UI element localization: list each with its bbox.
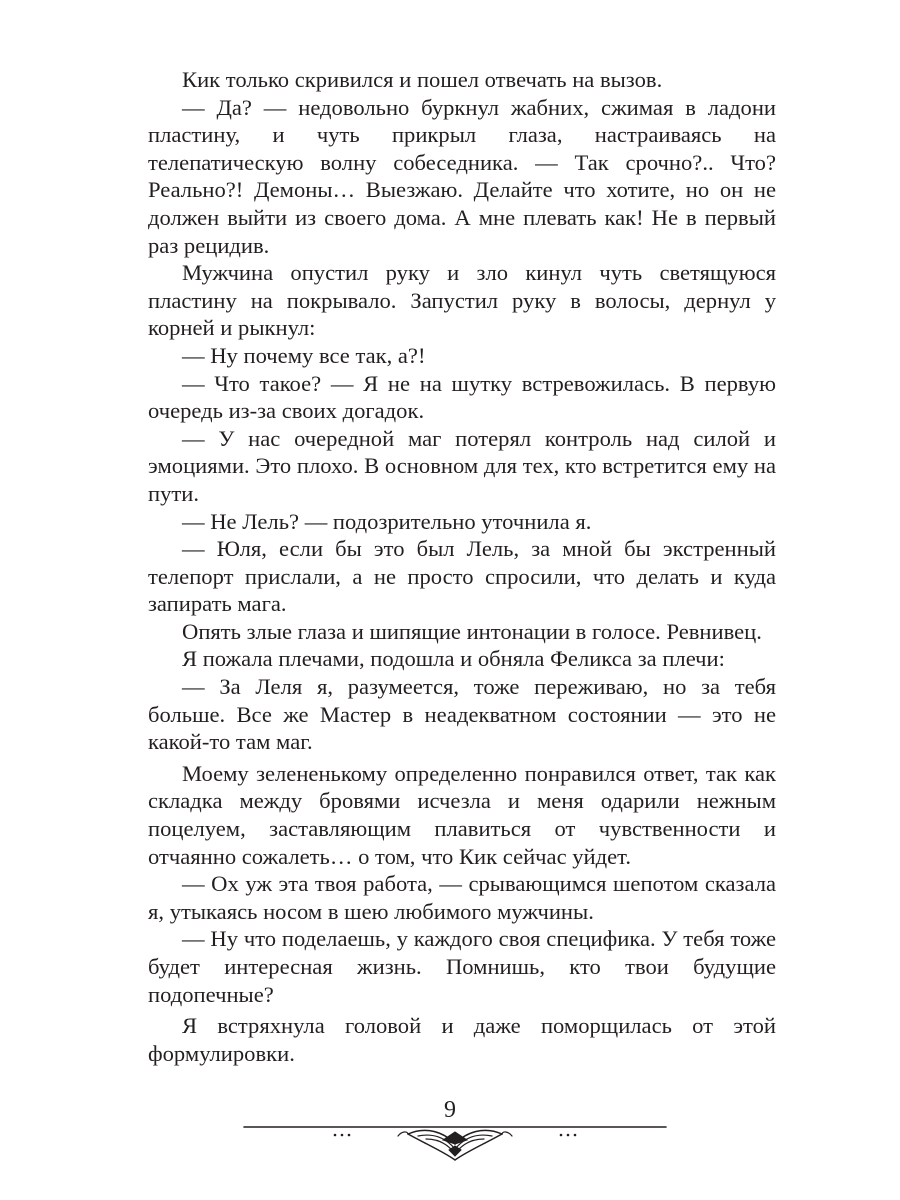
- paragraph-7: — Не Лель? — подозрительно уточнила я.: [182, 508, 592, 534]
- paragraph-2: — Да? — недовольно буркнул жабних, сжимая в ладони пластину, и чуть прикрыл глаза, настраиваясь на телепатическую волну собеседника. — Так срочно?.. Что? Реально?! Демоны… Выезжаю. Делайте что хотите, но он не должен выйти из своего дома. А мне плевать как! Не в первый раз рецидив.: [148, 94, 776, 258]
- paragraph-12: Моему зелененькому определенно понравился ответ, так как складка между бровями исчезла и меня одарили нежным поцелуем, заставляющим плавиться от чувственности и отчаянно сожалеть… о том, что Кик сейчас уйдет.: [148, 760, 776, 869]
- paragraph-9: Опять злые глаза и шипящие интонации в голосе. Ревнивец.: [182, 618, 762, 644]
- paragraph-1: Кик только скривился и пошел отвечать на вызов.: [182, 67, 663, 92]
- decorative-page-ornament-icon: [240, 1120, 670, 1170]
- paragraph-11: — За Леля я, разумеется, тоже переживаю, но за тебя больше. Все же Мастер в неадекватном состоянии — это не какой-то там маг.: [148, 674, 776, 755]
- page-number: 9: [444, 1097, 456, 1123]
- paragraph-6: — У нас очередной маг потерял контроль над силой и эмоциями. Это плохо. В основном для тех, кто встретится ему на пути.: [148, 425, 776, 506]
- paragraph-5: — Что такое? — Я не на шутку встревожилась. В первую очередь из-за своих догадок.: [148, 370, 776, 424]
- paragraph-10: Я пожала плечами, подошла и обняла Феликса за плечи:: [182, 646, 725, 672]
- paragraph-3: Мужчина опустил руку и зло кинул чуть светящуюся пластину на покрывало. Запустил руку в волосы, дернул у корней и рыкнул:: [148, 260, 776, 341]
- paragraph-4: — Ну почему все так, а?!: [182, 342, 426, 368]
- paragraph-8: — Юля, если бы это был Лель, за мной бы экстренный телепорт прислали, а не просто спросили, что делать и куда запирать мага.: [148, 536, 776, 617]
- paragraph-14: — Ну что поделаешь, у каждого своя специфика. У тебя тоже будет интересная жизнь. Помнишь, кто твои будущие подопечные?: [148, 926, 776, 1007]
- page-text: [148, 66, 776, 1067]
- paragraph-13: — Ох уж эта твоя работа, — срывающимся шепотом сказала я, утыкаясь носом в шею любимого мужчины.: [148, 871, 776, 924]
- paragraph-15: Я встряхнула головой и даже поморщилась от этой формулировки.: [148, 1013, 776, 1066]
